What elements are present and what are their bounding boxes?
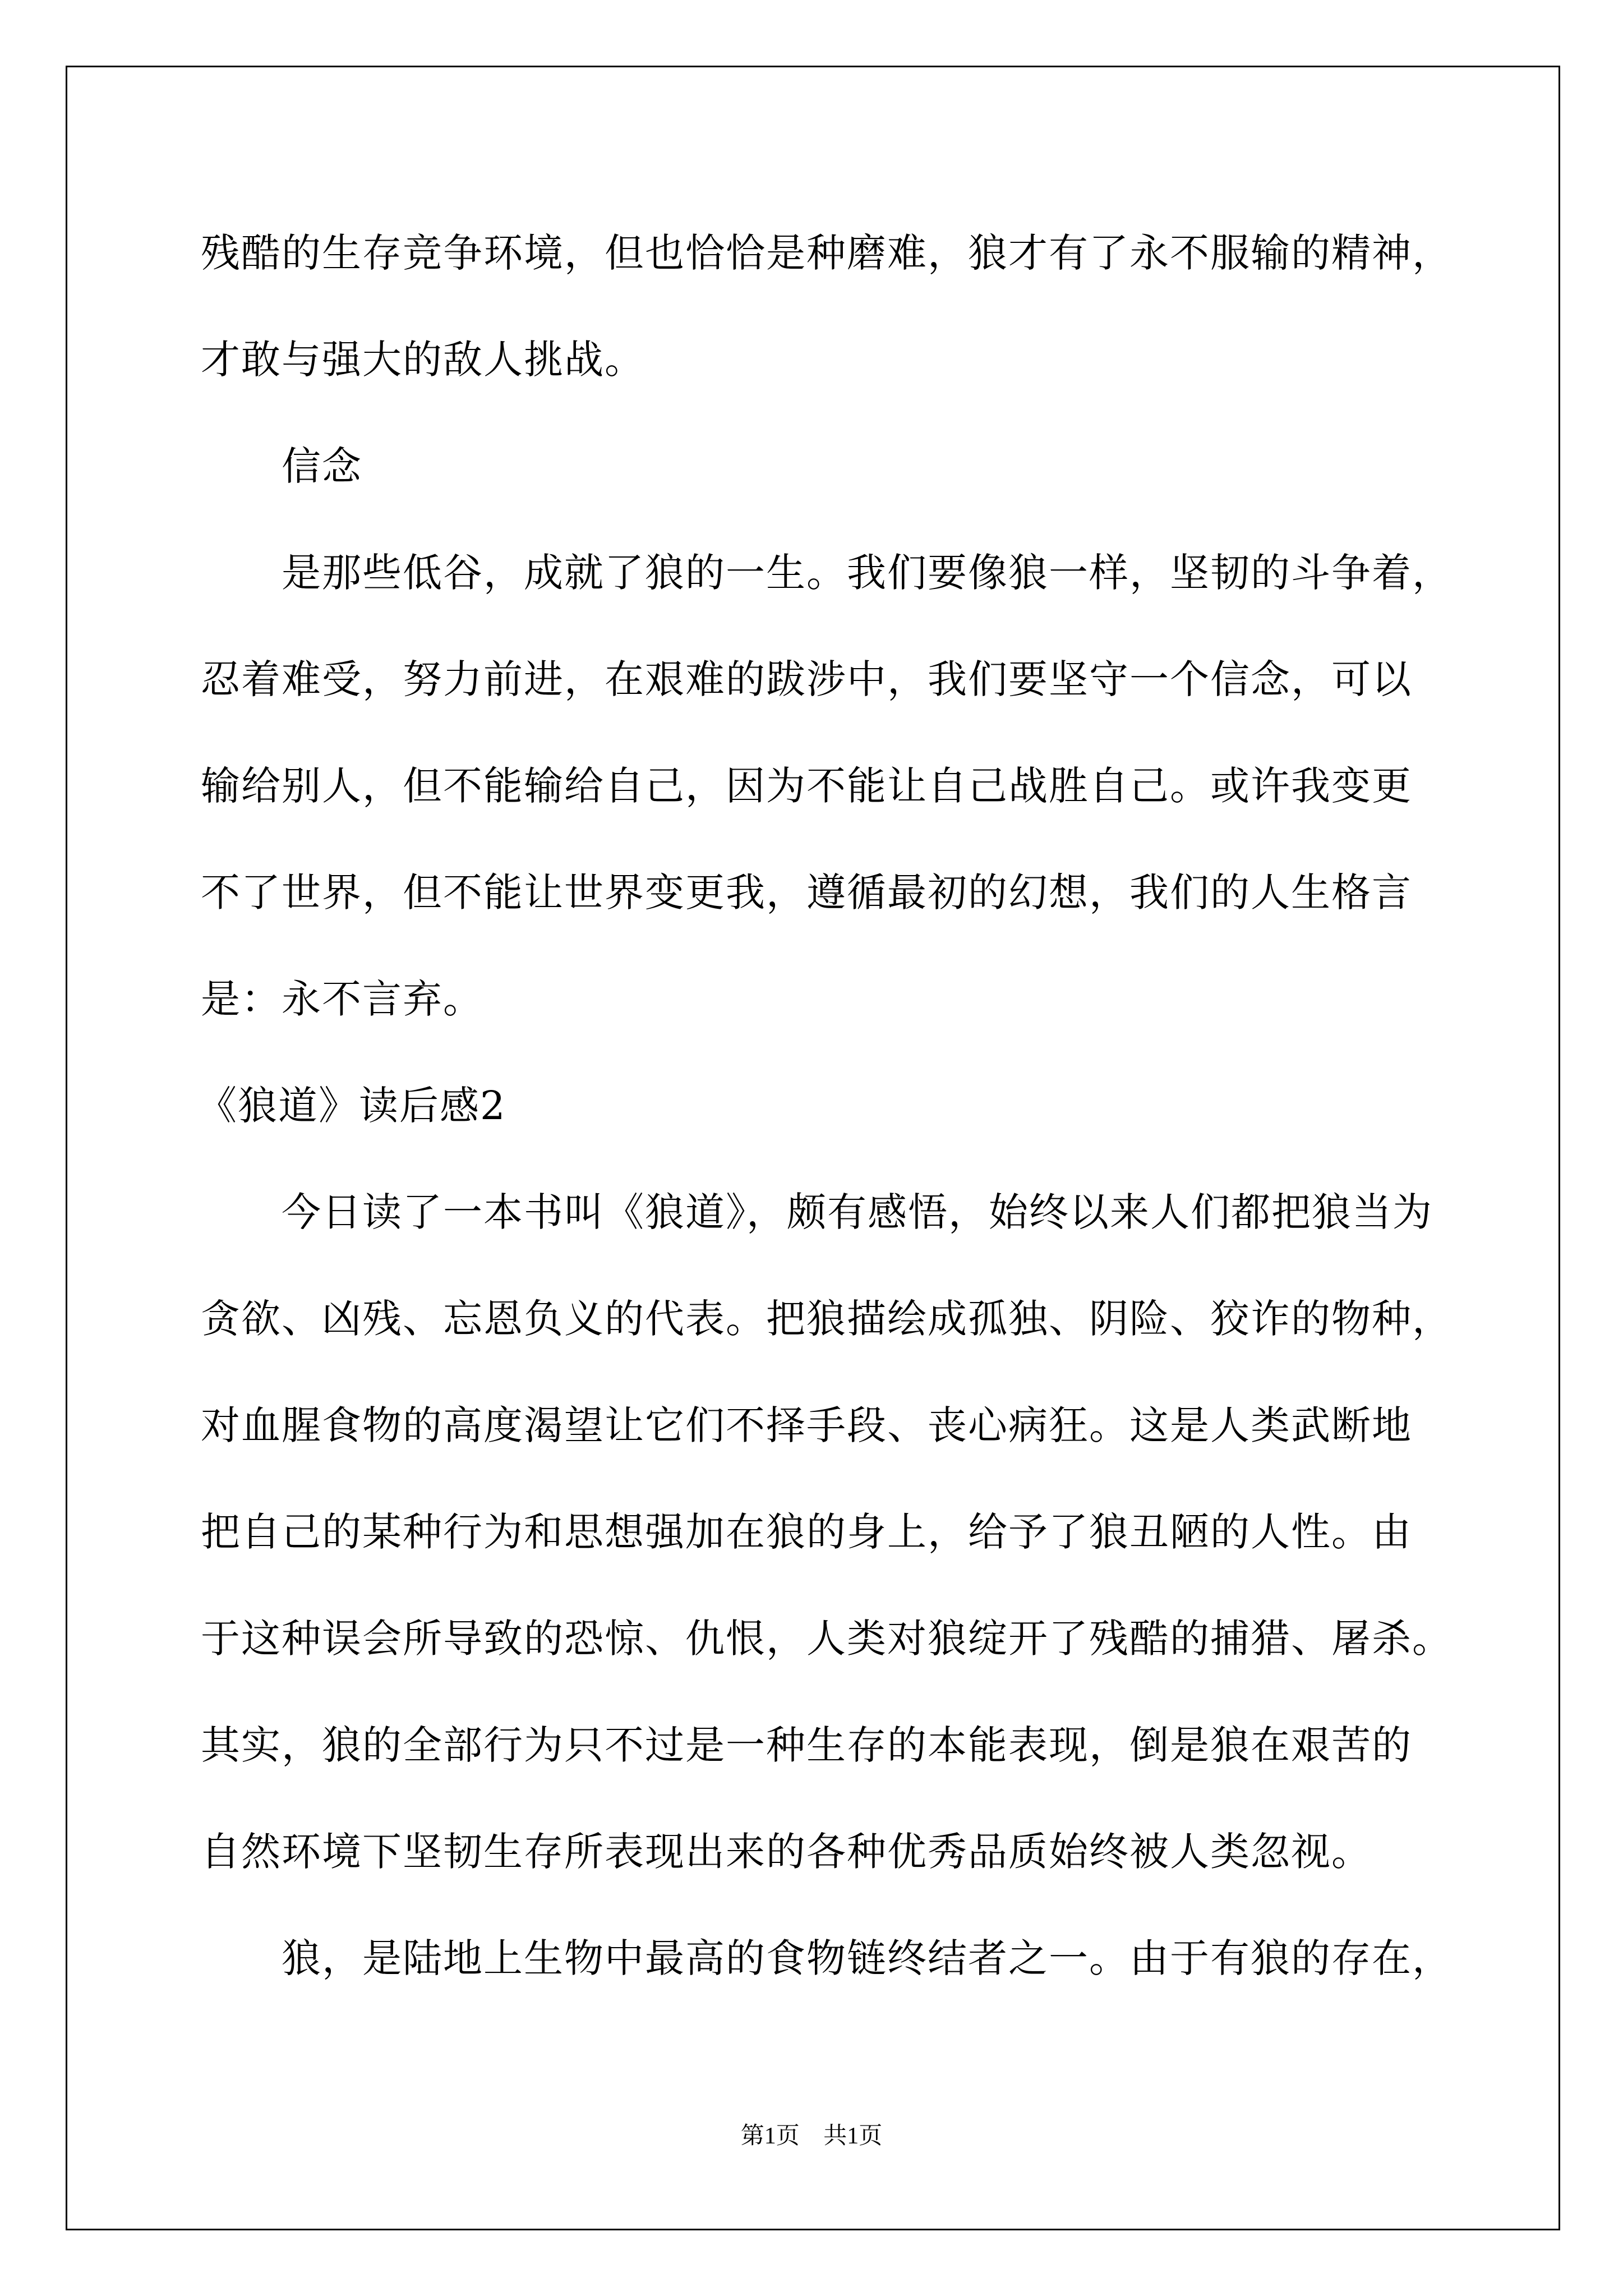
document-title: 《狼道》读后感2	[197, 1083, 506, 1129]
paragraph-line: 自然环境下坚韧生存所表现出来的各种优秀品质始终被人类忽视。	[201, 1829, 1372, 1875]
paragraph-line: 残酷的生存竞争环境，但也恰恰是种磨难，狼才有了永不服输的精神，	[201, 230, 1453, 276]
paragraph-line: 狼，是陆地上生物中最高的食物链终结者之一。由于有狼的存在，	[282, 1935, 1453, 1981]
paragraph-line: 输给别人，但不能输给自己，因为不能让自己战胜自己。或许我变更	[201, 763, 1412, 809]
page-footer	[0, 2119, 1623, 2153]
page-number: 第1页	[740, 2123, 800, 2149]
paragraph-line: 对血腥食物的高度渴望让它们不择手段、丧心病狂。这是人类武断地	[201, 1402, 1412, 1448]
paragraph-line: 是：永不言弃。	[201, 976, 483, 1022]
page-frame	[66, 66, 1560, 2230]
paragraph-line: 于这种误会所导致的恐惊、仇恨，人类对狼绽开了残酷的捕猎、屠杀。	[201, 1616, 1453, 1662]
paragraph-line: 其实，狼的全部行为只不过是一种生存的本能表现，倒是狼在艰苦的	[201, 1722, 1412, 1768]
paragraph-line: 今日读了一本书叫《狼道》，颇有感悟，始终以来人们都把狼当为	[282, 1189, 1433, 1235]
paragraph-line: 忍着难受，努力前进，在艰难的跋涉中，我们要坚守一个信念，可以	[201, 656, 1412, 702]
paragraph-line: 把自己的某种行为和思想强加在狼的身上，给予了狼丑陋的人性。由	[201, 1509, 1412, 1555]
paragraph-line: 贪欲、凶残、忘恩负义的代表。把狼描绘成孤独、阴险、狡诈的物种，	[201, 1296, 1453, 1342]
paragraph-line: 才敢与强大的敌人挑战。	[201, 337, 645, 383]
page-total: 共1页	[823, 2123, 883, 2149]
paragraph-line: 不了世界，但不能让世界变更我，遵循最初的幻想，我们的人生格言	[201, 869, 1412, 915]
paragraph-line: 是那些低谷，成就了狼的一生。我们要像狼一样，坚韧的斗争着，	[282, 550, 1453, 596]
section-heading: 信念	[282, 443, 362, 489]
